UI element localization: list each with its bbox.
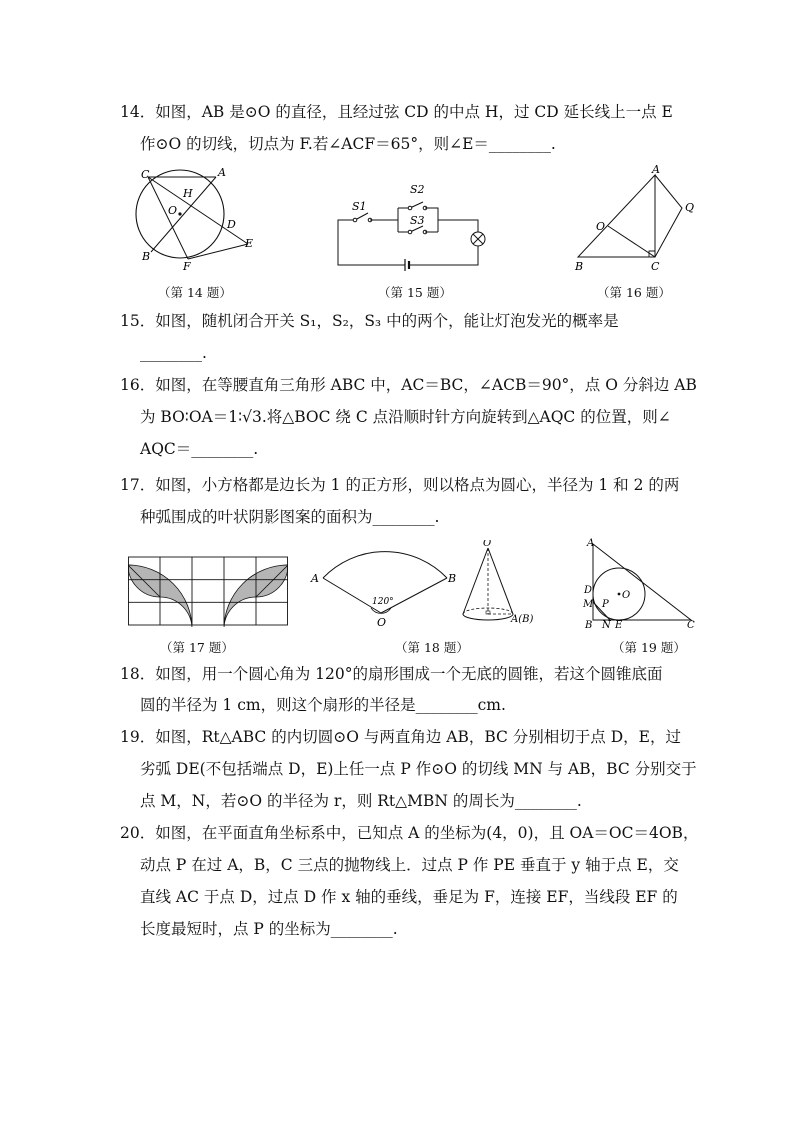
label-b: B (575, 260, 584, 273)
label-p: P (602, 599, 609, 610)
p18-line1: 18．如图，用一个圆心角为 120°的扇形围成一个无底的圆锥，若这个圆锥底面 (120, 665, 663, 683)
label-a: A (311, 572, 319, 585)
label-o: O (622, 590, 631, 601)
p16-line1: 16．如图，在等腰直角三角形 ABC 中，AC＝BC，∠ACB＝90°，点 O 分斜边 AB (120, 376, 697, 394)
figure-15 (330, 180, 490, 272)
caption-fig17: （第 17 题） (160, 640, 234, 655)
caption-fig15: （第 15 题） (378, 285, 452, 300)
p17-line1: 17．如图，小方格都是边长为 1 的正方形，则以格点为圆心，半径为 1 和 2 的两 (120, 476, 680, 494)
figure-16 (565, 164, 705, 274)
label-c: C (687, 620, 695, 631)
p15-line1: 15．如图，随机闭合开关 S₁，S₂，S₃ 中的两个，能让灯泡发光的概率是 (120, 312, 619, 330)
label-o-sector: O (377, 616, 387, 629)
p19-line2: 劣弧 DE(不包括端点 D，E)上任一点 P 作⊙O 的切线 MN 与 AB，BC 分别交于 (140, 760, 697, 778)
label-d: D (584, 585, 593, 596)
p20-line1: 20．如图，在平面直角坐标系中，已知点 A 的坐标为(4，0)，且 OA＝OC＝4OB， (120, 824, 699, 842)
caption-fig16: （第 16 题） (597, 285, 671, 300)
p14-line2: 作⊙O 的切线，切点为 F.若∠ACF＝65°，则∠E＝________. (140, 135, 556, 153)
figure-14 (128, 164, 268, 274)
label-a: A (587, 538, 595, 549)
label-a: A (652, 164, 660, 176)
label-o-cone: O (483, 540, 492, 549)
label-q: Q (685, 201, 695, 214)
label-f: F (183, 260, 191, 273)
label-s2: S2 (410, 183, 425, 196)
caption-fig19: （第 19 题） (612, 640, 686, 655)
label-n: N (602, 620, 611, 631)
label-s1: S1 (352, 200, 367, 213)
p17-line2: 种弧围成的叶状阴影图案的面积为________. (140, 508, 440, 526)
p14-line1: 14．如图，AB 是⊙O 的直径，且经过弦 CD 的中点 H，过 CD 延长线上一点 E (120, 103, 673, 121)
label-o: O (596, 220, 606, 233)
p20-line2: 动点 P 在过 A，B，C 三点的抛物线上．过点 P 作 PE 垂直于 y 轴于点 E，交 (140, 856, 679, 874)
figure-19 (580, 536, 700, 632)
p18-line2: 圆的半径为 1 cm，则这个扇形的半径是________cm. (140, 696, 506, 714)
p16-line2: 为 BO∶OA＝1∶√3.将△BOC 绕 C 点沿顺时针方向旋转到△AQC 的位置，则∠ (140, 408, 671, 426)
label-b: B (448, 572, 457, 585)
p20-line3: 直线 AC 于点 D，过点 D 作 x 轴的垂线，垂足为 F，连接 EF，当线段 EF 的 (140, 888, 678, 906)
label-e: E (245, 237, 254, 250)
label-b: B (142, 250, 151, 263)
caption-fig14: （第 14 题） (158, 285, 232, 300)
label-o: O (168, 204, 178, 217)
label-c: C (141, 168, 150, 181)
p19-line3: 点 M，N，若⊙O 的半径为 r，则 Rt△MBN 的周长为________. (140, 792, 582, 810)
label-ab: A(B) (511, 614, 534, 625)
caption-fig18: （第 18 题） (395, 640, 469, 655)
label-d: D (227, 218, 236, 231)
label-c: C (651, 260, 660, 273)
label-e: E (615, 620, 623, 631)
p16-line3: AQC＝________. (140, 440, 259, 458)
label-a: A (218, 166, 226, 179)
label-h: H (183, 187, 193, 200)
figure-17 (128, 555, 288, 627)
p19-line1: 19．如图，Rt△ABC 的内切圆⊙O 与两直角边 AB，BC 分别相切于点 D，E，过 (120, 728, 681, 746)
label-m: M (583, 599, 594, 610)
label-b: B (585, 620, 593, 631)
label-s3: S3 (410, 214, 425, 227)
p20-line4: 长度最短时，点 P 的坐标为________. (140, 920, 398, 938)
figure-18 (308, 540, 548, 632)
label-angle: 120° (372, 597, 394, 607)
p15-line2: ________. (140, 344, 207, 362)
